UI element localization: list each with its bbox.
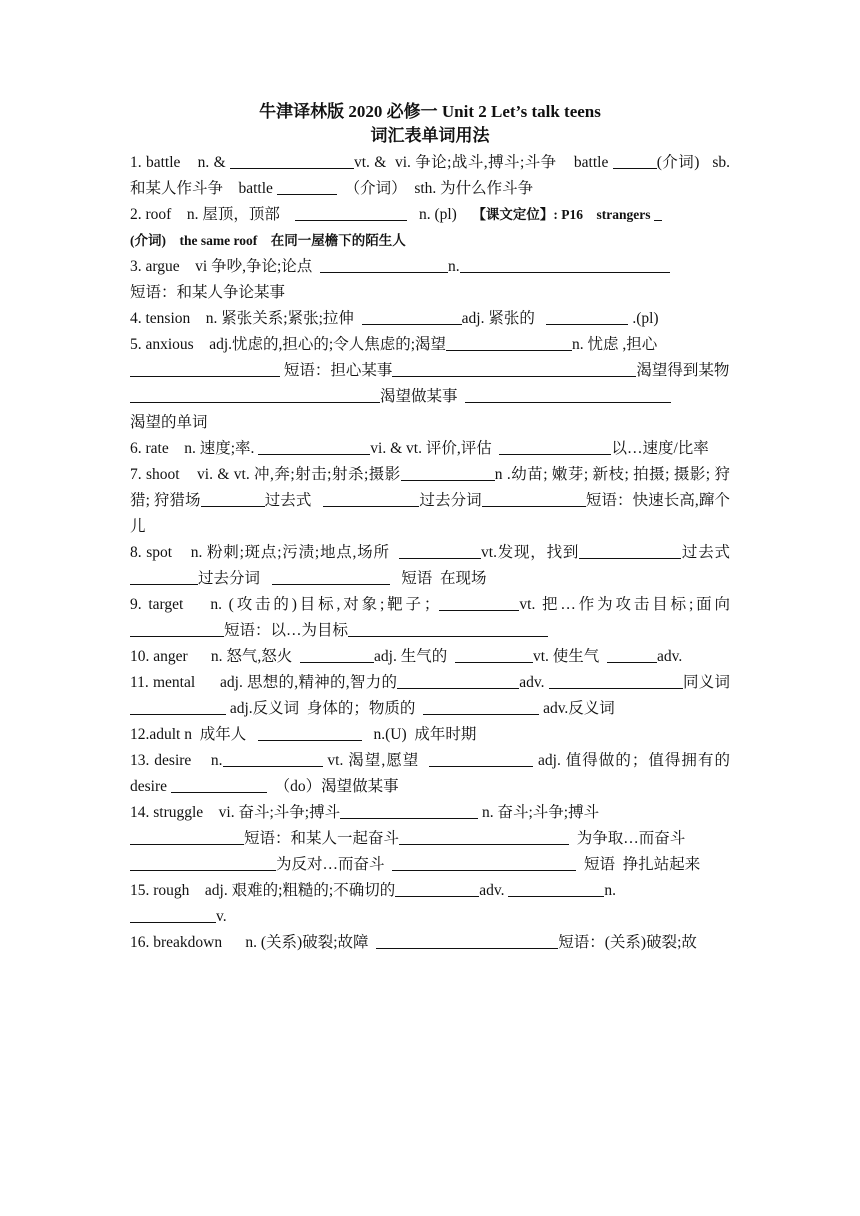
- blank[interactable]: [340, 802, 478, 819]
- blank[interactable]: [130, 568, 198, 585]
- blank[interactable]: [579, 542, 681, 559]
- blank[interactable]: [130, 386, 380, 403]
- blank[interactable]: [397, 672, 519, 689]
- blank[interactable]: [399, 542, 481, 559]
- blank[interactable]: [460, 256, 670, 273]
- page-subtitle: 词汇表单词用法: [370, 126, 490, 145]
- blank[interactable]: [376, 932, 558, 949]
- blank[interactable]: [392, 854, 576, 871]
- blank[interactable]: [323, 490, 419, 507]
- blank[interactable]: [201, 490, 265, 507]
- blank[interactable]: [130, 698, 226, 715]
- blank[interactable]: [130, 828, 244, 845]
- blank[interactable]: [607, 646, 657, 663]
- blank[interactable]: [223, 750, 323, 767]
- blank[interactable]: [439, 594, 519, 611]
- blank[interactable]: [423, 698, 539, 715]
- blank[interactable]: [395, 880, 479, 897]
- list-item: 7. shoot vi. & vt. 冲,奔;射击;射杀;摄影 n .幼苗; 嫩芽; 新枝; 拍摄; 摄影; 狩猎; 狩猎场 过去式 过去分词 短语：快速长高,蹿个儿: [130, 466, 730, 535]
- blank[interactable]: [549, 672, 683, 689]
- blank[interactable]: [130, 854, 276, 871]
- blank[interactable]: [508, 880, 604, 897]
- list-item: 8. spot n. 粉刺;斑点;污渍;地点,场所 vt.发现，找到 过去式 过去分词 短语 在现场: [130, 544, 742, 587]
- blank[interactable]: [546, 308, 628, 325]
- list-item: 11. mental adj. 思想的,精神的,智力的 adv. 同义词 adj.反义词 身体的；物质的 adv.反义词: [130, 674, 738, 717]
- blank[interactable]: [465, 386, 671, 403]
- list-item: 10. anger n. 怒气,怒火 adj. 生气的 vt. 使生气 adv.: [130, 648, 683, 665]
- list-item: 15. rough adj. 艰难的;粗糙的;不确切的 adv. n. v.: [130, 882, 616, 925]
- blank[interactable]: [399, 828, 569, 845]
- blank[interactable]: [362, 308, 462, 325]
- page-title: 牛津译林版 2020 必修一 Unit 2 Let’s talk teens: [259, 102, 601, 121]
- blank[interactable]: [171, 776, 267, 793]
- blank[interactable]: [258, 724, 362, 741]
- blank[interactable]: [130, 360, 280, 377]
- blank[interactable]: [277, 178, 337, 195]
- list-item: 4. tension n. 紧张关系;紧张;拉伸 adj. 紧张的 .(pl): [130, 310, 659, 327]
- blank[interactable]: [429, 750, 533, 767]
- blank[interactable]: [401, 464, 495, 481]
- blank[interactable]: [348, 620, 548, 637]
- blank[interactable]: [130, 906, 216, 923]
- list-item: 14. struggle vi. 奋斗;斗争;搏斗 n. 奋斗;斗争;搏斗 短语：和某人一起奋斗 为争取…而奋斗 为反对…而奋斗 短语 挣扎站起来: [130, 804, 701, 873]
- list-item: 1. battle n. & vt. & vi. 争论;战斗,搏斗;斗争 battle (介词) sb.和某人作斗争 battle （介词） sth. 为什么作斗争: [130, 154, 730, 197]
- list-item: 6. rate n. 速度;率. vi. & vt. 评价,评估 以…速度/比率: [130, 440, 709, 457]
- blank[interactable]: [230, 152, 354, 169]
- blank[interactable]: [446, 334, 572, 351]
- blank[interactable]: [455, 646, 533, 663]
- blank[interactable]: [654, 204, 662, 221]
- blank[interactable]: [482, 490, 586, 507]
- blank[interactable]: [295, 204, 407, 221]
- list-item: 12.adult n 成年人 n.(U) 成年时期: [130, 726, 477, 743]
- blank[interactable]: [272, 568, 390, 585]
- worksheet-page: [130, 100, 765, 956]
- list-item: 13. desire n. vt. 渴望,愿望 adj. 值得做的；值得拥有的 desire （do）渴望做某事: [130, 752, 765, 795]
- blank[interactable]: [300, 646, 374, 663]
- blank[interactable]: [258, 438, 370, 455]
- list-item: 16. breakdown n. (关系)破裂;故障 短语：(关系)破裂;故: [130, 934, 697, 951]
- list-item: 5. anxious adj.忧虑的,担心的;令人焦虑的;渴望 n. 忧虑 ,担心 短语：担心某事 渴望得到某物 渴望做某事 渴望的单词: [130, 336, 730, 431]
- list-item: 9. target n. (攻击的)目标,对象;靶子； vt. 把…作为攻击目标;面向短语：以…为目标: [130, 596, 730, 639]
- list-item: 3. argue vi 争吵,争论;论点 n. 短语：和某人争论某事: [130, 254, 730, 306]
- list-item: 2. roof n. 屋顶，顶部 n. (pl) 【课文定位】: P16 strangers (介词) the same roof 在同一屋檐下的陌生人: [130, 202, 730, 254]
- blank[interactable]: [499, 438, 611, 455]
- blank[interactable]: [613, 152, 657, 169]
- blank[interactable]: [320, 256, 448, 273]
- blank[interactable]: [130, 620, 224, 637]
- blank[interactable]: [392, 360, 636, 377]
